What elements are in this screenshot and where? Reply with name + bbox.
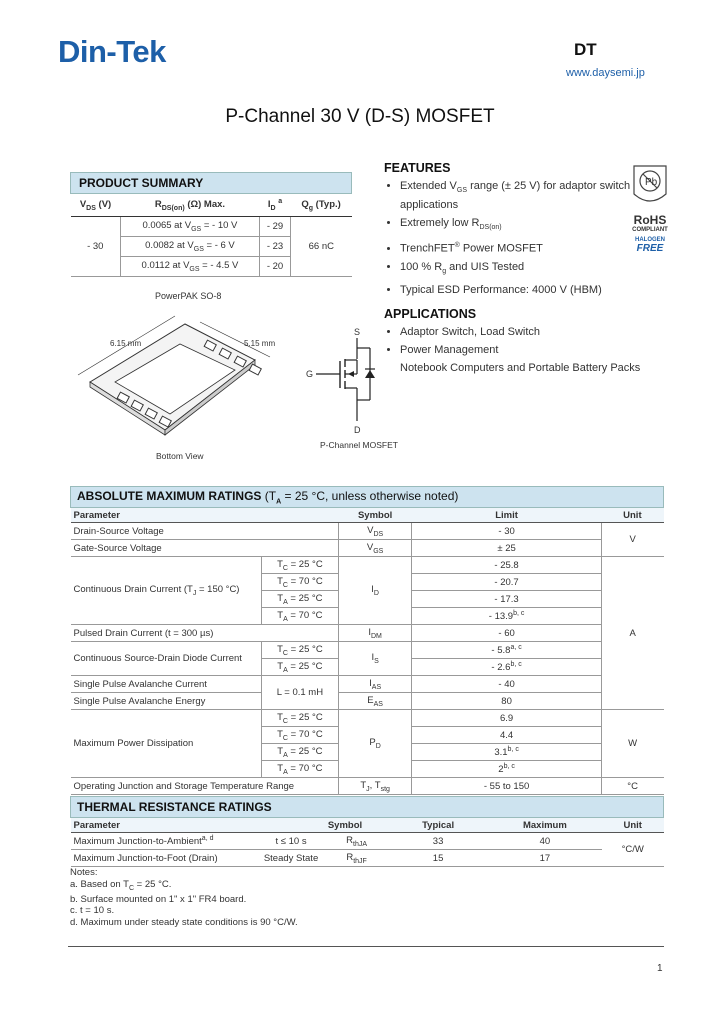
feature-item: • Extremely low $R_{DS(on)}$	[400, 216, 644, 235]
col-limit: Limit	[412, 508, 601, 523]
pb-free-icon	[630, 164, 670, 208]
pd-symbol: $P_D$	[338, 710, 412, 778]
id-row-2: - 23	[259, 237, 290, 257]
tj-limit: - 55 to 150	[412, 778, 601, 795]
id-limit: - 13.9$^{b, c}$	[412, 608, 601, 625]
idm-symbol: $I_{DM}$	[338, 625, 412, 642]
rohs-compliant: COMPLIANT	[632, 227, 668, 233]
id-cond: $T_A = 70$ °C	[261, 608, 338, 625]
dim-length: 5.15 mm	[244, 339, 276, 348]
thermal-maximum: 40	[488, 833, 602, 850]
pd-limit: 3.1$^{b, c}$	[412, 744, 601, 761]
is-param: Continuous Source-Drain Diode Current	[71, 642, 262, 676]
pd-limit: 2$^{b, c}$	[412, 761, 601, 778]
tj-unit: °C	[601, 778, 663, 795]
qg-value: 66 nC	[291, 217, 352, 277]
thermal-cond: t ≤ 10 s	[257, 833, 325, 850]
document-title: P-Channel 30 V (D-S) MOSFET	[225, 106, 495, 127]
application-item: • Power Management	[400, 343, 644, 357]
col-unit: Unit	[601, 508, 663, 523]
col-parameter: Parameter	[71, 818, 258, 833]
footer-divider	[68, 946, 664, 947]
id-cond: $T_A = 25$ °C	[261, 591, 338, 608]
id-row-1: - 29	[259, 217, 290, 237]
svg-text:S: S	[354, 327, 361, 337]
is-limit: - 5.8$^{a, c}$	[412, 642, 601, 659]
ias-limit: - 40	[412, 676, 601, 693]
col-parameter: Parameter	[71, 508, 262, 523]
is-limit: - 2.6$^{b, c}$	[412, 659, 601, 676]
package-name: PowerPAK SO-8	[155, 291, 222, 301]
pd-cond: $T_C = 70$ °C	[261, 727, 338, 744]
vds-symbol: $V_{DS}$	[338, 523, 412, 540]
col-cond	[261, 508, 338, 523]
v-unit: V	[601, 523, 663, 557]
vgs-limit: ± 25	[412, 540, 601, 557]
halogen-label: HALOGEN	[635, 237, 665, 243]
pd-limit: 6.9	[412, 710, 601, 727]
vgs-symbol: $V_{GS}$	[338, 540, 412, 557]
abs-max-heading: ABSOLUTE MAXIMUM RATINGS ($T_A = 25$ °C, unless otherwise noted)	[71, 487, 664, 508]
part-number: DT	[574, 40, 597, 59]
svg-text:Pb: Pb	[645, 177, 658, 188]
pd-cond: $T_A = 25$ °C	[261, 744, 338, 761]
eas-param: Single Pulse Avalanche Energy	[71, 693, 262, 710]
thermal-unit: °C/W	[602, 833, 664, 867]
notes	[70, 867, 298, 928]
thermal-param: Maximum Junction-to-Ambient$^{a, d}$	[71, 833, 258, 850]
thermal-param: Maximum Junction-to-Foot (Drain)	[71, 850, 258, 867]
pd-param: Maximum Power Dissipation	[71, 710, 262, 778]
free-label: FREE	[636, 243, 664, 254]
feature-item: • 100 % $R_g$ and UIS Tested	[400, 260, 644, 279]
note-item: c. t = 10 s.	[70, 905, 115, 917]
brand-logo: Din-Tek	[58, 34, 166, 69]
eas-limit: 80	[412, 693, 601, 710]
thermal-heading: THERMAL RESISTANCE RATINGS	[71, 797, 664, 818]
rohs-badge	[628, 164, 672, 254]
feature-item: • TrenchFET® Power MOSFET	[400, 239, 644, 256]
svg-text:D: D	[354, 425, 361, 435]
is-symbol: $I_S$	[338, 642, 412, 676]
col-cond	[257, 818, 325, 833]
col-rds: $R_{DS(on)}$ (Ω) Max.	[121, 194, 260, 217]
features-heading: FEATURES	[384, 161, 451, 175]
pd-cond: $T_A = 70$ °C	[261, 761, 338, 778]
application-item: • Adaptor Switch, Load Switch	[400, 325, 644, 339]
bottom-view-label: Bottom View	[156, 451, 204, 461]
thermal-typical: 33	[388, 833, 487, 850]
vds-limit: - 30	[412, 523, 601, 540]
col-id: $I_D$ $^a$	[259, 194, 290, 217]
a-unit: A	[601, 557, 663, 710]
rohs-label: RoHS	[633, 213, 667, 227]
col-qg: $Q_g$ (Typ.)	[291, 194, 352, 217]
page-number: 1	[657, 963, 663, 974]
applications-heading: APPLICATIONS	[384, 307, 477, 322]
thermal-resistance-table	[70, 796, 664, 867]
notes-heading: Notes:	[70, 867, 98, 878]
rds-row-1: 0.0065 at $V_{GS}$ = - 10 V	[121, 217, 260, 237]
feature-item: • Typical ESD Performance: 4000 V (HBM)	[400, 283, 644, 297]
svg-text:G: G	[306, 369, 314, 379]
pd-cond: $T_C = 25$ °C	[261, 710, 338, 727]
product-summary-heading: PRODUCT SUMMARY	[71, 173, 352, 194]
product-summary-table	[70, 172, 352, 277]
id-cond: $T_C = 70$ °C	[261, 574, 338, 591]
note-item: b. Surface mounted on 1" x 1" FR4 board.	[70, 893, 247, 905]
absolute-max-ratings-table	[70, 486, 664, 795]
id-row-3: - 20	[259, 257, 290, 277]
vds-value: - 30	[71, 217, 121, 277]
thermal-symbol: $R_{thJA}$	[325, 833, 389, 850]
note-item: d. Maximum under steady state conditions is 90 °C/W.	[70, 916, 298, 928]
p-channel-mosfet-symbol	[300, 326, 410, 438]
col-symbol: Symbol	[325, 818, 389, 833]
col-symbol: Symbol	[338, 508, 412, 523]
id-limit: - 25.8	[412, 557, 601, 574]
thermal-maximum: 17	[488, 850, 602, 867]
symbol-caption: P-Channel MOSFET	[320, 440, 398, 450]
idm-limit: - 60	[412, 625, 601, 642]
id-param: Continuous Drain Current ($T_J = 150$ °C)	[71, 557, 262, 625]
thermal-typical: 15	[388, 850, 487, 867]
pd-limit: 4.4	[412, 727, 601, 744]
id-limit: - 20.7	[412, 574, 601, 591]
col-vds: $V_{DS}$ (V)	[71, 194, 121, 217]
thermal-cond: Steady State	[257, 850, 325, 867]
idm-param: Pulsed Drain Current (t = 300 µs)	[71, 625, 339, 642]
w-unit: W	[601, 710, 663, 778]
id-limit: - 17.3	[412, 591, 601, 608]
website-link[interactable]: www.daysemi.jp	[566, 67, 645, 79]
rds-row-2: 0.0082 at $V_{GS}$ = - 6 V	[121, 237, 260, 257]
vds-param: Drain-Source Voltage	[71, 523, 339, 540]
package-drawing	[70, 302, 300, 452]
feature-item: • Extended $V_{GS}$ range (± 25 V) for adaptor switch applications	[400, 179, 644, 212]
eas-symbol: $E_{AS}$	[338, 693, 412, 710]
note-item: a. Based on $T_C = 25$ °C.	[70, 878, 172, 892]
id-symbol: $I_D$	[338, 557, 412, 625]
col-typical: Typical	[388, 818, 487, 833]
id-cond: $T_C = 25$ °C	[261, 557, 338, 574]
tj-param: Operating Junction and Storage Temperature Range	[71, 778, 339, 795]
tj-symbol: $T_J$, $T_{stg}$	[338, 778, 412, 795]
vgs-param: Gate-Source Voltage	[71, 540, 339, 557]
l-cond: L = 0.1 mH	[261, 676, 338, 710]
is-cond: $T_A = 25$ °C	[261, 659, 338, 676]
ias-param: Single Pulse Avalanche Current	[71, 676, 262, 693]
is-cond: $T_C = 25$ °C	[261, 642, 338, 659]
features-section	[384, 161, 644, 385]
ias-symbol: $I_{AS}$	[338, 676, 412, 693]
dim-width: 6.15 mm	[110, 339, 142, 348]
col-unit: Unit	[602, 818, 664, 833]
thermal-symbol: $R_{thJF}$	[325, 850, 389, 867]
col-maximum: Maximum	[488, 818, 602, 833]
rds-row-3: 0.0112 at $V_{GS}$ = - 4.5 V	[121, 257, 260, 277]
application-item: Notebook Computers and Portable Battery Packs	[400, 362, 641, 375]
